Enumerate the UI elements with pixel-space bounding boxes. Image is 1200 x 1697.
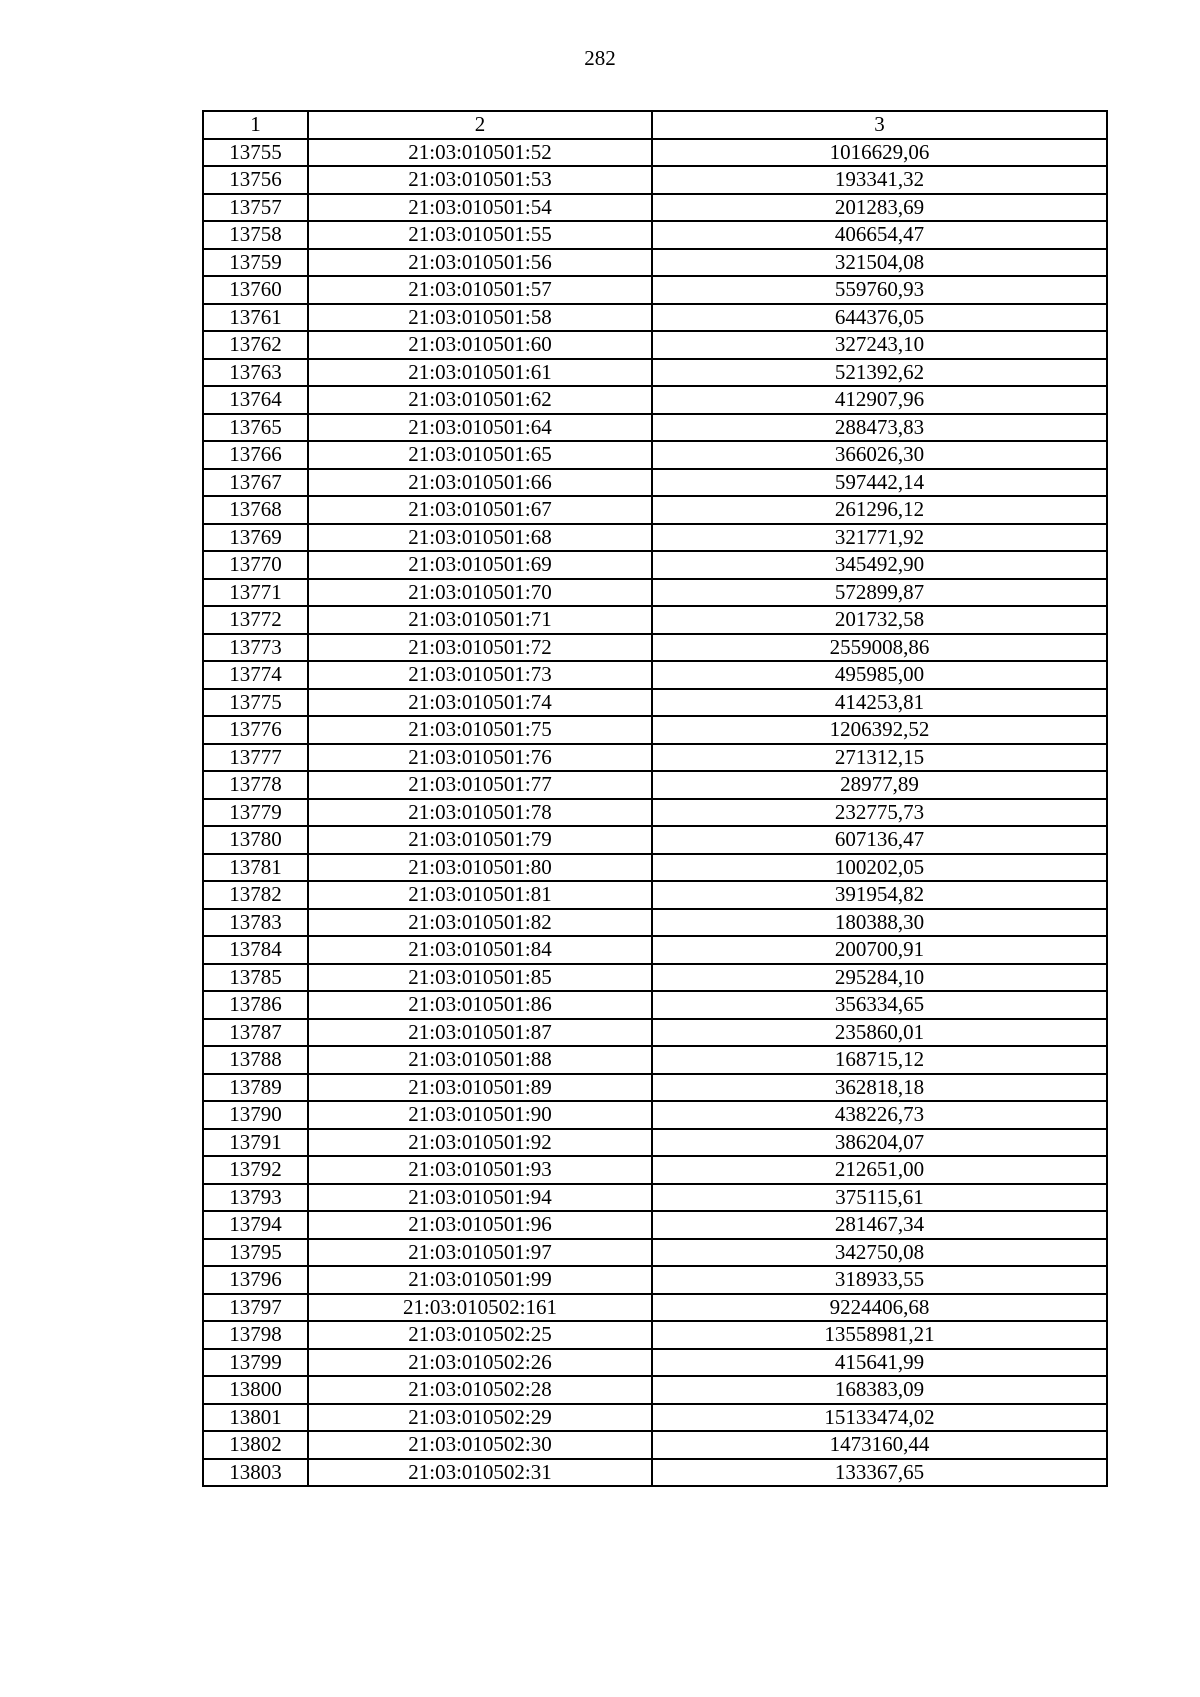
column-header-1: 1	[203, 111, 308, 139]
row-number-cell: 13765	[203, 414, 308, 442]
table-row	[203, 854, 1107, 882]
cadastral-value-cell: 180388,30	[652, 909, 1107, 937]
cadastral-value-cell: 607136,47	[652, 826, 1107, 854]
cadastral-number-cell: 21:03:010501:70	[308, 579, 652, 607]
cadastral-number-cell: 21:03:010502:26	[308, 1349, 652, 1377]
cadastral-value-cell: 193341,32	[652, 166, 1107, 194]
cadastral-value-cell: 406654,47	[652, 221, 1107, 249]
cadastral-value-cell: 345492,90	[652, 551, 1107, 579]
cadastral-value-cell: 288473,83	[652, 414, 1107, 442]
row-number-cell: 13789	[203, 1074, 308, 1102]
cadastral-value-cell: 200700,91	[652, 936, 1107, 964]
cadastral-number-cell: 21:03:010501:64	[308, 414, 652, 442]
table-row	[203, 551, 1107, 579]
table-row	[203, 634, 1107, 662]
cadastral-number-cell: 21:03:010501:79	[308, 826, 652, 854]
cadastral-value-cell: 327243,10	[652, 331, 1107, 359]
cadastral-number-cell: 21:03:010501:72	[308, 634, 652, 662]
cadastral-value-cell: 271312,15	[652, 744, 1107, 772]
cadastral-value-cell: 559760,93	[652, 276, 1107, 304]
cadastral-value-cell: 1473160,44	[652, 1431, 1107, 1459]
table-row	[203, 606, 1107, 634]
cadastral-value-cell: 375115,61	[652, 1184, 1107, 1212]
cadastral-number-cell: 21:03:010501:75	[308, 716, 652, 744]
table-header	[203, 111, 1107, 139]
row-number-cell: 13785	[203, 964, 308, 992]
table-row	[203, 1294, 1107, 1322]
cadastral-number-cell: 21:03:010501:74	[308, 689, 652, 717]
cadastral-value-cell: 232775,73	[652, 799, 1107, 827]
row-number-cell: 13778	[203, 771, 308, 799]
table-row	[203, 1156, 1107, 1184]
table-row	[203, 579, 1107, 607]
cadastral-number-cell: 21:03:010501:67	[308, 496, 652, 524]
cadastral-number-cell: 21:03:010501:76	[308, 744, 652, 772]
table-row	[203, 1404, 1107, 1432]
cadastral-value-cell: 321771,92	[652, 524, 1107, 552]
cadastral-value-cell: 1016629,06	[652, 139, 1107, 167]
cadastral-value-cell: 235860,01	[652, 1019, 1107, 1047]
row-number-cell: 13787	[203, 1019, 308, 1047]
row-number-cell: 13803	[203, 1459, 308, 1487]
cadastral-value-cell: 281467,34	[652, 1211, 1107, 1239]
cadastral-value-cell: 13558981,21	[652, 1321, 1107, 1349]
cadastral-number-cell: 21:03:010501:94	[308, 1184, 652, 1212]
cadastral-number-cell: 21:03:010501:90	[308, 1101, 652, 1129]
row-number-cell: 13801	[203, 1404, 308, 1432]
cadastral-number-cell: 21:03:010501:85	[308, 964, 652, 992]
cadastral-number-cell: 21:03:010501:88	[308, 1046, 652, 1074]
row-number-cell: 13759	[203, 249, 308, 277]
cadastral-number-cell: 21:03:010501:87	[308, 1019, 652, 1047]
cadastral-value-cell: 295284,10	[652, 964, 1107, 992]
cadastral-value-cell: 386204,07	[652, 1129, 1107, 1157]
table-row	[203, 1129, 1107, 1157]
cadastral-value-cell: 342750,08	[652, 1239, 1107, 1267]
cadastral-value-cell: 318933,55	[652, 1266, 1107, 1294]
cadastral-value-cell: 28977,89	[652, 771, 1107, 799]
cadastral-value-cell: 100202,05	[652, 854, 1107, 882]
table-row	[203, 469, 1107, 497]
row-number-cell: 13756	[203, 166, 308, 194]
cadastral-number-cell: 21:03:010501:65	[308, 441, 652, 469]
table-row	[203, 276, 1107, 304]
cadastral-number-cell: 21:03:010501:82	[308, 909, 652, 937]
row-number-cell: 13786	[203, 991, 308, 1019]
cadastral-number-cell: 21:03:010502:25	[308, 1321, 652, 1349]
row-number-cell: 13767	[203, 469, 308, 497]
cadastral-number-cell: 21:03:010502:31	[308, 1459, 652, 1487]
cadastral-number-cell: 21:03:010501:89	[308, 1074, 652, 1102]
cadastral-number-cell: 21:03:010501:86	[308, 991, 652, 1019]
cadastral-value-cell: 168383,09	[652, 1376, 1107, 1404]
table-row	[203, 909, 1107, 937]
cadastral-value-cell: 133367,65	[652, 1459, 1107, 1487]
table-row	[203, 304, 1107, 332]
table-row	[203, 936, 1107, 964]
row-number-cell: 13799	[203, 1349, 308, 1377]
cadastral-number-cell: 21:03:010501:57	[308, 276, 652, 304]
cadastral-number-cell: 21:03:010501:77	[308, 771, 652, 799]
cadastral-value-cell: 644376,05	[652, 304, 1107, 332]
row-number-cell: 13779	[203, 799, 308, 827]
table-row	[203, 826, 1107, 854]
row-number-cell: 13782	[203, 881, 308, 909]
cadastral-value-cell: 15133474,02	[652, 1404, 1107, 1432]
table-row	[203, 331, 1107, 359]
row-number-cell: 13798	[203, 1321, 308, 1349]
row-number-cell: 13760	[203, 276, 308, 304]
row-number-cell: 13773	[203, 634, 308, 662]
table-row	[203, 771, 1107, 799]
table-row	[203, 414, 1107, 442]
cadastral-number-cell: 21:03:010501:96	[308, 1211, 652, 1239]
row-number-cell: 13784	[203, 936, 308, 964]
row-number-cell: 13795	[203, 1239, 308, 1267]
row-number-cell: 13763	[203, 359, 308, 387]
table-row	[203, 689, 1107, 717]
cadastral-number-cell: 21:03:010501:53	[308, 166, 652, 194]
table-row	[203, 1101, 1107, 1129]
table-row	[203, 139, 1107, 167]
row-number-cell: 13788	[203, 1046, 308, 1074]
cadastral-number-cell: 21:03:010501:54	[308, 194, 652, 222]
table-row	[203, 386, 1107, 414]
table-row	[203, 1321, 1107, 1349]
cadastral-number-cell: 21:03:010501:92	[308, 1129, 652, 1157]
cadastral-number-cell: 21:03:010501:69	[308, 551, 652, 579]
table-row	[203, 1046, 1107, 1074]
cadastral-value-cell: 415641,99	[652, 1349, 1107, 1377]
table-row	[203, 359, 1107, 387]
row-number-cell: 13791	[203, 1129, 308, 1157]
row-number-cell: 13769	[203, 524, 308, 552]
cadastral-value-cell: 438226,73	[652, 1101, 1107, 1129]
cadastral-number-cell: 21:03:010501:68	[308, 524, 652, 552]
cadastral-value-cell: 201283,69	[652, 194, 1107, 222]
cadastral-value-cell: 572899,87	[652, 579, 1107, 607]
row-number-cell: 13772	[203, 606, 308, 634]
row-number-cell: 13802	[203, 1431, 308, 1459]
row-number-cell: 13776	[203, 716, 308, 744]
cadastral-value-cell: 212651,00	[652, 1156, 1107, 1184]
row-number-cell: 13762	[203, 331, 308, 359]
row-number-cell: 13757	[203, 194, 308, 222]
table-row	[203, 194, 1107, 222]
cadastral-value-cell: 414253,81	[652, 689, 1107, 717]
cadastral-number-cell: 21:03:010502:161	[308, 1294, 652, 1322]
cadastral-number-cell: 21:03:010501:99	[308, 1266, 652, 1294]
cadastral-value-cell: 412907,96	[652, 386, 1107, 414]
cadastral-number-cell: 21:03:010502:28	[308, 1376, 652, 1404]
cadastral-value-cell: 9224406,68	[652, 1294, 1107, 1322]
cadastral-number-cell: 21:03:010501:58	[308, 304, 652, 332]
table-row	[203, 496, 1107, 524]
cadastral-value-cell: 362818,18	[652, 1074, 1107, 1102]
row-number-cell: 13766	[203, 441, 308, 469]
cadastral-number-cell: 21:03:010502:29	[308, 1404, 652, 1432]
cadastral-value-cell: 2559008,86	[652, 634, 1107, 662]
table-row	[203, 1239, 1107, 1267]
row-number-cell: 13758	[203, 221, 308, 249]
table-row	[203, 799, 1107, 827]
table-row	[203, 964, 1107, 992]
cadastral-number-cell: 21:03:010501:55	[308, 221, 652, 249]
table-row	[203, 1184, 1107, 1212]
cadastral-number-cell: 21:03:010501:62	[308, 386, 652, 414]
table-row	[203, 441, 1107, 469]
cadastral-number-cell: 21:03:010501:80	[308, 854, 652, 882]
row-number-cell: 13793	[203, 1184, 308, 1212]
column-header-2: 2	[308, 111, 652, 139]
row-number-cell: 13783	[203, 909, 308, 937]
table-row	[203, 1376, 1107, 1404]
row-number-cell: 13800	[203, 1376, 308, 1404]
cadastral-value-cell: 261296,12	[652, 496, 1107, 524]
row-number-cell: 13764	[203, 386, 308, 414]
cadastral-number-cell: 21:03:010501:56	[308, 249, 652, 277]
row-number-cell: 13780	[203, 826, 308, 854]
table-body	[203, 139, 1107, 1487]
row-number-cell: 13761	[203, 304, 308, 332]
table-row	[203, 661, 1107, 689]
table-row	[203, 1074, 1107, 1102]
table-row	[203, 1431, 1107, 1459]
row-number-cell: 13775	[203, 689, 308, 717]
cadastral-number-cell: 21:03:010502:30	[308, 1431, 652, 1459]
cadastral-number-cell: 21:03:010501:52	[308, 139, 652, 167]
table-row	[203, 166, 1107, 194]
cadastral-value-cell: 168715,12	[652, 1046, 1107, 1074]
row-number-cell: 13755	[203, 139, 308, 167]
table-row	[203, 1349, 1107, 1377]
cadastral-number-cell: 21:03:010501:73	[308, 661, 652, 689]
table-row	[203, 524, 1107, 552]
cadastral-value-cell: 321504,08	[652, 249, 1107, 277]
row-number-cell: 13771	[203, 579, 308, 607]
cadastral-number-cell: 21:03:010501:84	[308, 936, 652, 964]
table-row	[203, 249, 1107, 277]
cadastral-value-cell: 1206392,52	[652, 716, 1107, 744]
row-number-cell: 13777	[203, 744, 308, 772]
column-header-3: 3	[652, 111, 1107, 139]
row-number-cell: 13790	[203, 1101, 308, 1129]
cadastral-value-cell: 495985,00	[652, 661, 1107, 689]
row-number-cell: 13797	[203, 1294, 308, 1322]
cadastral-value-cell: 597442,14	[652, 469, 1107, 497]
row-number-cell: 13774	[203, 661, 308, 689]
cadastral-value-cell: 356334,65	[652, 991, 1107, 1019]
cadastral-value-cell: 201732,58	[652, 606, 1107, 634]
row-number-cell: 13768	[203, 496, 308, 524]
cadastral-number-cell: 21:03:010501:78	[308, 799, 652, 827]
header-row	[203, 111, 1107, 139]
page-number: 282	[584, 46, 616, 70]
row-number-cell: 13796	[203, 1266, 308, 1294]
table-row	[203, 221, 1107, 249]
table-row	[203, 1266, 1107, 1294]
table-row	[203, 991, 1107, 1019]
table-row	[203, 1019, 1107, 1047]
table-row	[203, 1211, 1107, 1239]
cadastral-number-cell: 21:03:010501:71	[308, 606, 652, 634]
cadastral-number-cell: 21:03:010501:93	[308, 1156, 652, 1184]
row-number-cell: 13794	[203, 1211, 308, 1239]
cadastral-number-cell: 21:03:010501:60	[308, 331, 652, 359]
row-number-cell: 13792	[203, 1156, 308, 1184]
table-row	[203, 1459, 1107, 1487]
cadastral-number-cell: 21:03:010501:66	[308, 469, 652, 497]
table-row	[203, 716, 1107, 744]
cadastral-number-cell: 21:03:010501:97	[308, 1239, 652, 1267]
table-row	[203, 881, 1107, 909]
row-number-cell: 13781	[203, 854, 308, 882]
cadastral-value-cell: 521392,62	[652, 359, 1107, 387]
cadastral-value-table	[202, 110, 1108, 1487]
cadastral-value-cell: 366026,30	[652, 441, 1107, 469]
cadastral-number-cell: 21:03:010501:61	[308, 359, 652, 387]
table-row	[203, 744, 1107, 772]
cadastral-value-cell: 391954,82	[652, 881, 1107, 909]
row-number-cell: 13770	[203, 551, 308, 579]
cadastral-number-cell: 21:03:010501:81	[308, 881, 652, 909]
